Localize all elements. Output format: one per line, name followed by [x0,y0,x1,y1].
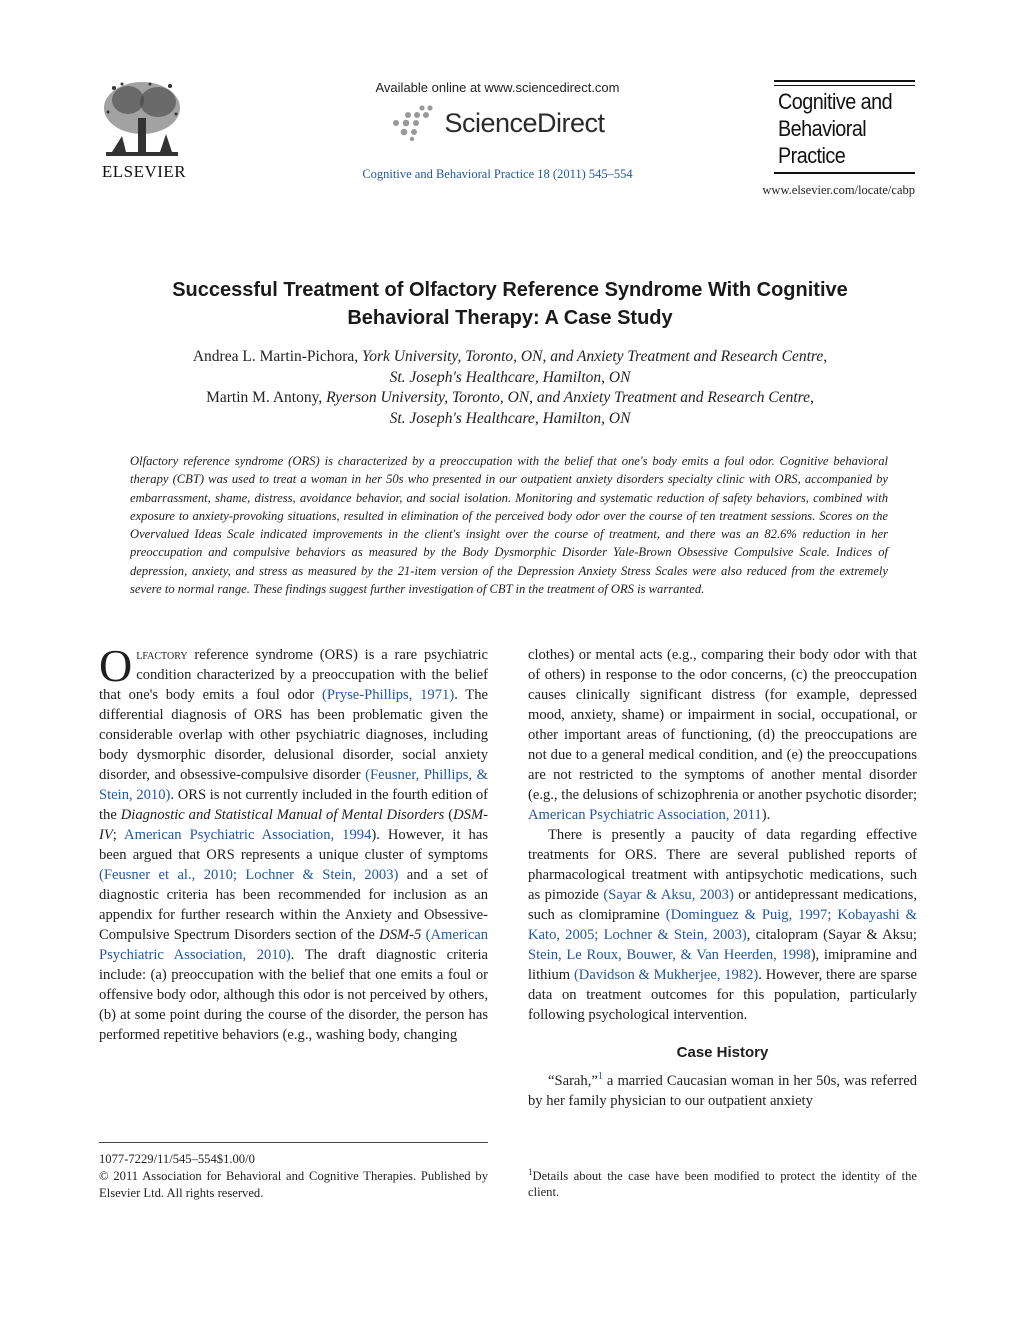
journal-title-line: Behavioral [778,116,867,141]
available-online-text[interactable]: Available online at www.sciencedirect.com [375,80,620,95]
citation-link[interactable]: (Sayar & Aksu, 2003) [603,887,734,903]
abstract: Olfactory reference syndrome (ORS) is characterized by a preoccupation with the belief that one's body emits a foul odor. Cognitive behavioral therapy (CBT) was used to treat a woman in her 50s who presented in our outpatient anxiety disorders specialty clinic with ORS, accompanied by embarrassment, shame, distress, avoidance behavior, and social isolation. Monitoring and systematic reduction of safety behaviors, combined with exposure to anxiety-provoking situations, resulted in elimination of the perceived body odor over the course of ten treatment sessions. Scores on the Overvalued Ideas Scale indicated improvements in the client's insight over the course of treatment, and there was an 82.6% reduction in her preoccupation and compulsive behaviors as measured by the Body Dysmorphic Disorder Yale-Brown Obsessive Compulsive Scale. Indices of depression, anxiety, and stress as measured by the 21-item version of the Depression Anxiety Stress Scales were also reduced from the extremely severe to normal range. These findings suggest further investigation of CBT in the treatment of ORS is warranted. [130,454,888,597]
journal-title-rule [774,80,915,82]
citation-link[interactable]: (American Psychiatric Association, 2010) [99,927,488,963]
footnote [528,1168,917,1200]
sciencedirect-dots-icon [390,105,438,141]
journal-title-line: Cognitive and [778,89,893,114]
author-affiliation: York University, Toronto, ON, and Anxiety Treatment and Research Centre, [362,348,828,365]
body-paragraph: clothes) or mental acts (e.g., comparing their body odor with that of others) in response to the odor concerns, (c) the preoccupation causes clinically significant distress (for example, depressed mood, anxiety, shame) or impairment in social, occupational, or other important areas of functioning, (d) the preoccupations are not due to a general medical condition, and (e) the preoccupations are not restricted to the symptoms of another mental disorder (e.g., the delusions of schizophrenia or another psychotic disorder; American Psychiatric Association, 2011). [528,647,917,823]
copyright-footer [99,1142,488,1202]
article-title-line: Successful Treatment of Olfactory Reference Syndrome With Cognitive [172,279,848,301]
author-name: Andrea L. Martin-Pichora, [192,348,359,365]
journal-title-rule [774,172,915,174]
article-title [110,276,910,332]
sciencedirect-logo[interactable] [300,105,695,141]
center-header [300,80,695,182]
journal-citation[interactable]: Cognitive and Behavioral Practice 18 (2011) 545–554 [362,167,633,181]
drop-cap: O [99,640,133,691]
citation-link[interactable]: (Pryse-Phillips, 1971) [321,687,455,703]
author-entry [110,347,910,368]
citation-link[interactable]: (Feusner et al., 2010; Lochner & Stein, 2003) [99,867,399,883]
section-heading: Case History [676,1044,769,1061]
citation-link[interactable]: (Feusner, Phillips, & Stein, 2010) [99,767,488,803]
author-affiliation: St. Joseph's Healthcare, Hamilton, ON [389,409,631,427]
citation-link[interactable]: Stein, Le Roux, Bouwer, & Van Heerden, 1998 [528,947,811,963]
body-column-right [528,645,917,1111]
author-entry [110,388,910,409]
journal-title-rule [774,85,915,86]
sciencedirect-wordmark: ScienceDirect [444,107,605,138]
citation-link[interactable]: (Dominguez & Puig, 1997; Kobayashi & Kato, 2005; Lochner & Stein, 2003) [528,907,917,943]
body-paragraph: “Sarah,”$^1$ a married Caucasian woman in her 50s, was referred by her family physician to our outpatient anxiety [528,1071,917,1109]
journal-title-line: Practice [778,143,846,168]
citation-link[interactable]: American Psychiatric Association, 2011 [528,807,762,823]
elsevier-wordmark: ELSEVIER [101,162,187,181]
copyright-line: © 2011 Association for Behavioral and Cognitive Therapies. Published by Elsevier Ltd. All rights reserved. [99,1169,488,1200]
journal-title-box [774,80,915,174]
footnote-text: Details about the case have been modified to protect the identity of the client. [528,1169,917,1199]
citation-link[interactable]: (Davidson & Mukherjee, 1982) [573,967,759,983]
footnote-marker[interactable]: 1 [597,1071,603,1082]
body-column-left [99,640,489,1045]
author-list [110,347,910,429]
body-paragraph: There is presently a paucity of data regarding effective treatments for ORS. There are several published reports of pharmacological treatment with antipsychotic medications, such as pimozide (Sayar & Aksu, 2003) or antidepressant medications, such as clomipramine (Dominguez & Puig, 1997; Kobayashi & Kato, 2005; Lochner & Stein, 2003), citalopram (Sayar & Aksu; Stein, Le Roux, Bouwer, & Van Heerden, 1998), imipramine and lithium (Davidson & Mukherjee, 1982). However, there are sparse data on treatment outcomes for this population, particularly following psychological intervention. [528,827,918,1023]
citation-link[interactable]: American Psychiatric Association, 1994 [124,827,372,843]
article-title-line: Behavioral Therapy: A Case Study [347,307,673,329]
author-affiliation: St. Joseph's Healthcare, Hamilton, ON [389,368,631,386]
issn-line: 1077-7229/11/545–554$1.00/0 [99,1152,255,1166]
intro-paragraph: Olfactory reference syndrome (ORS) is a rare psychiatric condition characterized by a preoccupation with the belief that one's body emits a foul odor (Pryse-Phillips, 1971). The differential diagnosis of ORS has been problematic given the considerable overlap with other psychiatric diagnoses, including body dysmorphic disorder, delusional disorder, social anxiety disorder, and obsessive-compulsive disorder (Feusner, Phillips, & Stein, 2010). ORS is not currently included in the fourth edition of the Diagnostic and Statistical Manual of Mental Disorders (DSM-IV; American Psychiatric Association, 1994). However, it has been argued that ORS represents a unique cluster of symptoms (Feusner et al., 2010; Lochner & Stein, 2003) and a set of diagnostic criteria has been recommended for inclusion as an appendix for further research within the Anxiety and Obsessive-Compulsive Spectrum Disorders section of the DSM-5 (American Psychiatric Association, 2010). The draft diagnostic criteria include: (a) preoccupation with the belief that one emits a foul or offensive body odor, although this odor is not perceived by others, (b) at some point during the course of the disorder, the person has performed repetitive behaviors (e.g., washing body, changing [99,640,489,1043]
footer-rule [99,1142,488,1143]
footnote-number: 1 [528,1167,533,1177]
author-affiliation: Ryerson University, Toronto, ON, and Anxiety Treatment and Research Centre, [326,389,814,406]
author-name: Martin M. Antony, [206,389,323,406]
journal-title [778,88,901,169]
elsevier-tree-icon [100,78,184,160]
journal-url[interactable]: www.elsevier.com/locate/cabp [762,183,915,197]
elsevier-logo [96,78,192,182]
